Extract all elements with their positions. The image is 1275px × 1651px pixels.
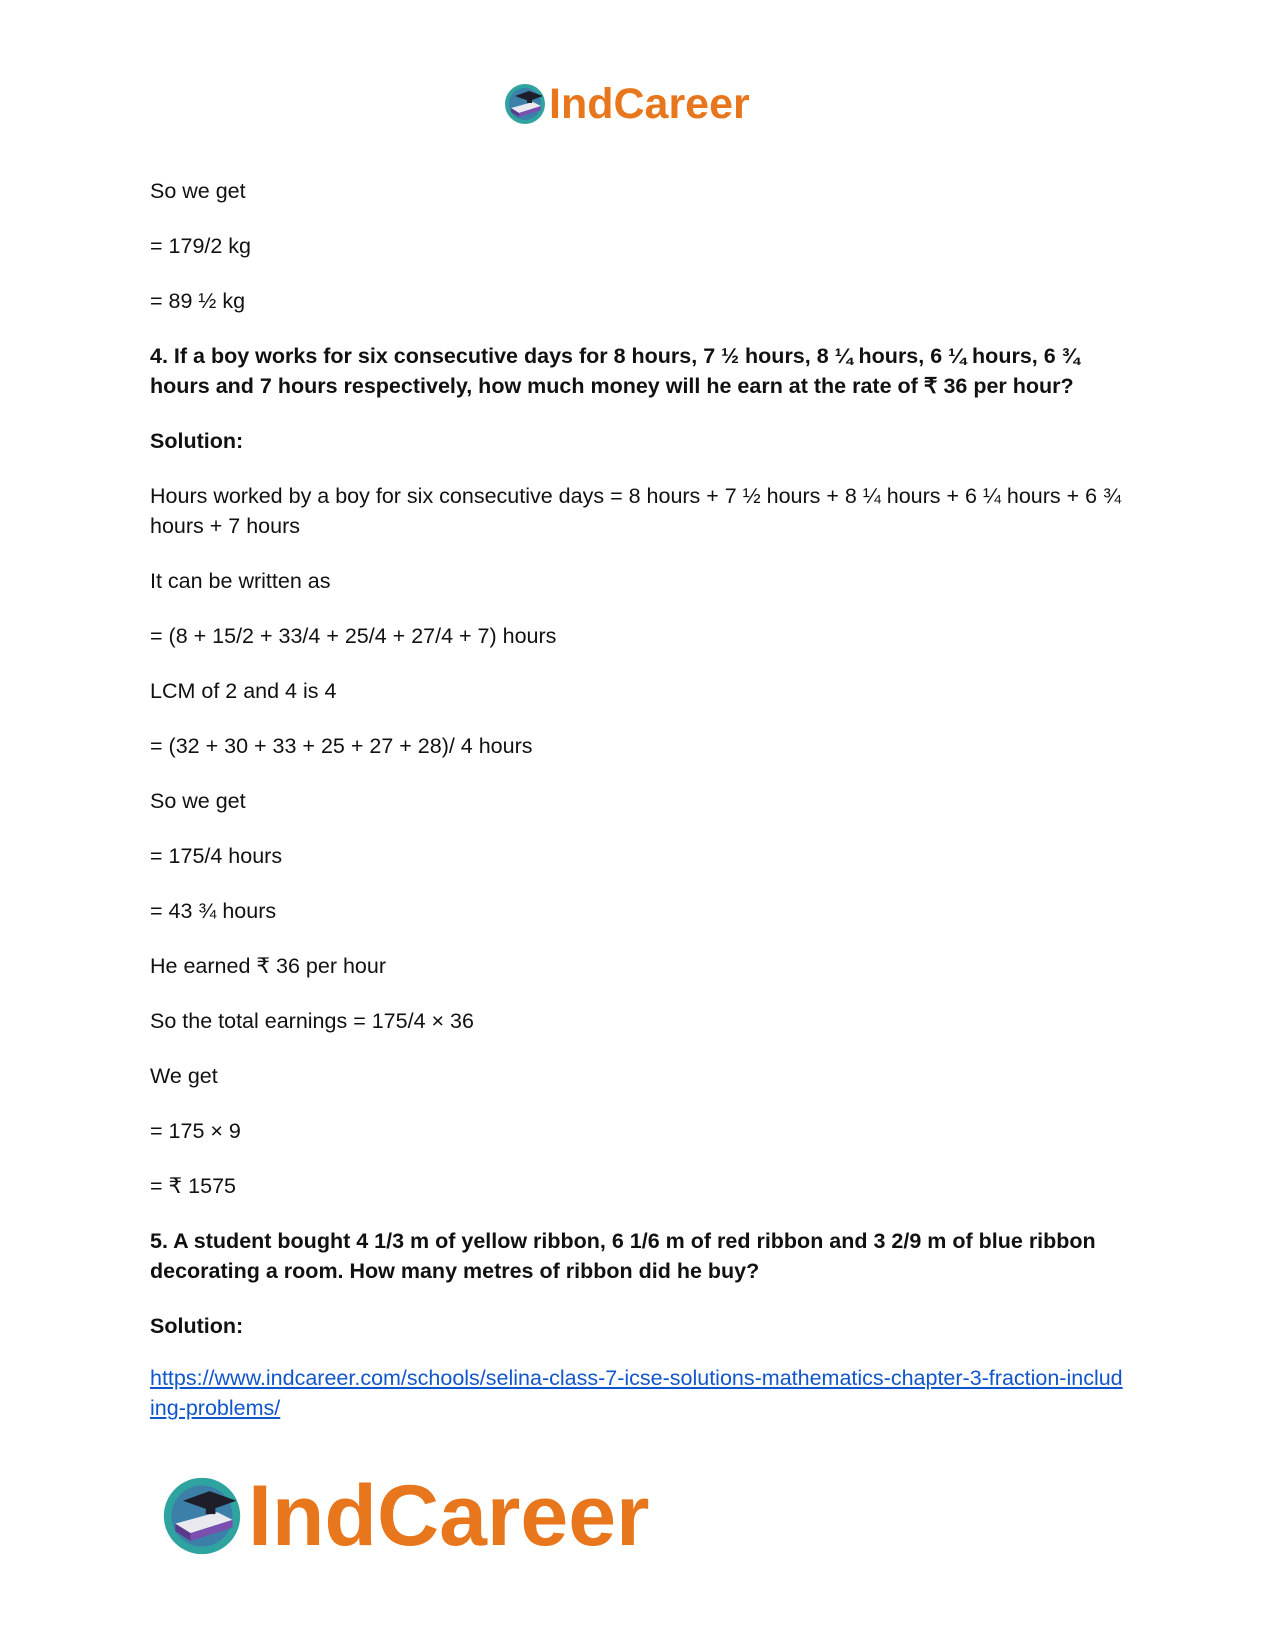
solution-step: So the total earnings = 175/4 × 36 <box>150 1009 474 1033</box>
indcareer-solutions-link[interactable]: https://www.indcareer.com/schools/selina-class-7-icse-solutions-mathematics-chapter-3-fraction-including-problems/ <box>150 1366 1123 1420</box>
indcareer-logo-footer <box>160 1468 650 1564</box>
solution-label: Solution: <box>150 1314 244 1338</box>
indcareer-logo-header <box>503 80 750 128</box>
solution-step: Hours worked by a boy for six consecutive days = 8 hours + 7 ½ hours + 8 ¼ hours + 6 ¼ hours + 6 ¾ hours + 7 hours <box>150 484 1122 538</box>
solution-step: = (32 + 30 + 33 + 25 + 27 + 28)/ 4 hours <box>150 734 533 758</box>
solution-step: So we get <box>150 789 246 813</box>
graduation-book-icon <box>503 82 547 126</box>
solution-step: LCM of 2 and 4 is 4 <box>150 679 337 703</box>
text-line: So we get <box>150 179 246 203</box>
question-5: 5. A student bought 4 1/3 m of yellow ribbon, 6 1/6 m of red ribbon and 3 2/9 m of blue ribbon decorating a room. How many metres of ribbon did he buy? <box>150 1229 1096 1283</box>
solution-step: We get <box>150 1064 218 1088</box>
solution-step: = 175/4 hours <box>150 844 283 868</box>
solution-step: = 43 ¾ hours <box>150 899 277 923</box>
document-body <box>150 176 1125 1448</box>
solution-step: It can be written as <box>150 569 331 593</box>
logo-wordmark: IndCareer <box>248 1467 650 1564</box>
solution-step: = ₹ 1575 <box>150 1174 237 1198</box>
text-line: = 179/2 kg <box>150 234 252 258</box>
link-paragraph <box>150 1363 1125 1423</box>
solution-step: He earned ₹ 36 per hour <box>150 954 386 978</box>
question-4: 4. If a boy works for six consecutive days for 8 hours, 7 ½ hours, 8 ¼ hours, 6 ¼ hours, 6 ¾ hours and 7 hours respectively, how much money will he earn at the rate of ₹ 36 per hour? <box>150 344 1080 398</box>
text-line: = 89 ½ kg <box>150 289 246 313</box>
solution-label: Solution: <box>150 429 244 453</box>
solution-step: = 175 × 9 <box>150 1119 241 1143</box>
graduation-book-icon <box>160 1474 244 1558</box>
solution-step: = (8 + 15/2 + 33/4 + 25/4 + 27/4 + 7) hours <box>150 624 557 648</box>
logo-wordmark: IndCareer <box>549 79 750 128</box>
